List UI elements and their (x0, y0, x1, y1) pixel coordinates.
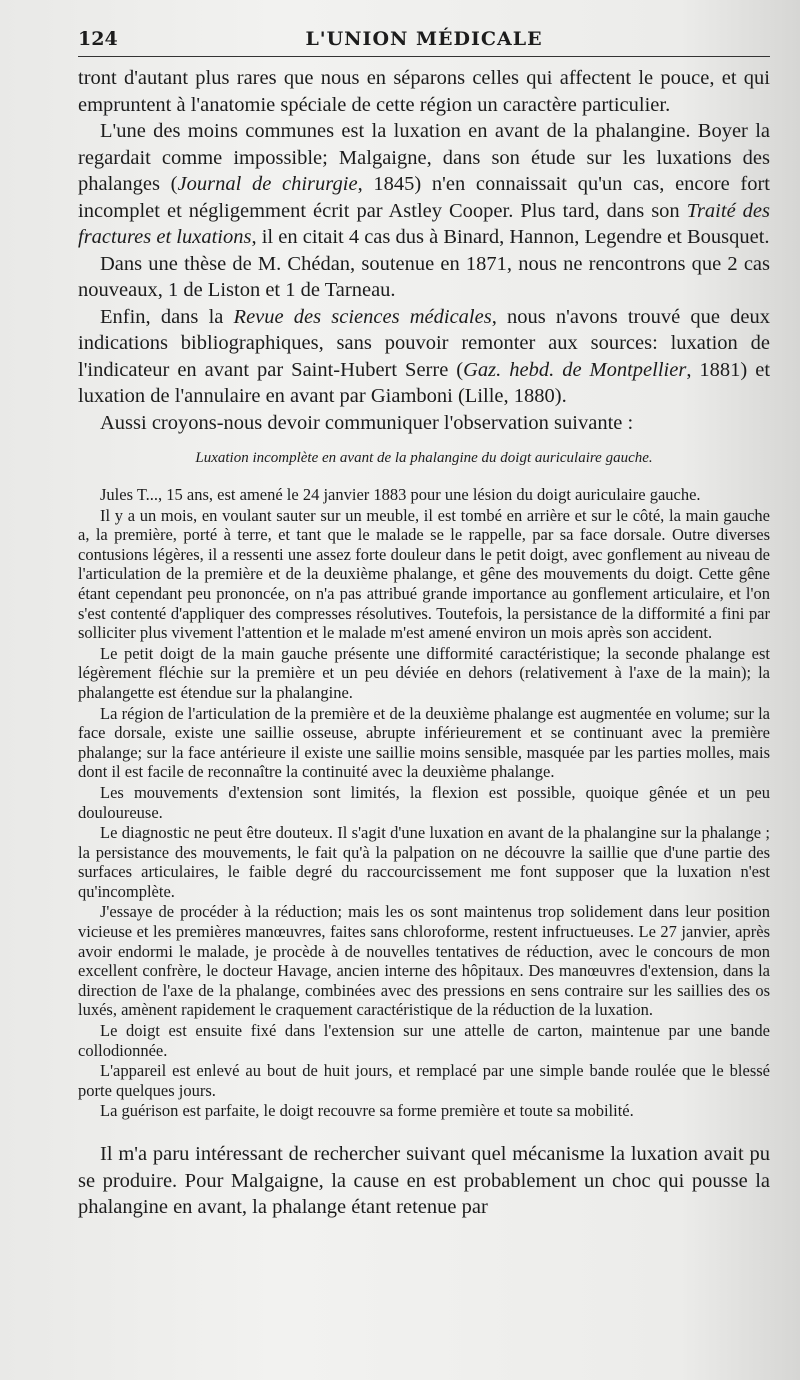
case-paragraph: Il y a un mois, en voulant sauter sur un meuble, il est tombé en arrière et sur le côté, la main gauche a, la première, porté à terre, et tant que le malade se le rappelle, par sa face dorsale. Outre diverses contusions légères, il a ressenti une assez forte douleur dans le petit doigt, avec gonflement au niveau de l'articulation de la première et de la deuxième phalange, et gêne des mouvements du doigt. Cette gêne étant cependant peu prononcée, on n'a pas attribué grande importance au gonflement articulaire, et l'on s'est contenté d'appliquer des compresses résolutives. Toutefois, la persistance de la difformité a fini par solliciter plus vivement l'attention et le malade m'est amené environ un mois après son accident. (78, 505, 770, 643)
intro-paragraph-1: tront d'autant plus rares que nous en séparons celles qui affectent le pouce, et qui empruntent à l'anatomie spéciale de cette région un caractère particulier. (78, 67, 770, 116)
text-run: , 1845) n'en connaissait qu'un cas, encore fort incomplet et négligemment écrit par Astley Cooper. Plus tard, dans son (78, 173, 771, 222)
case-paragraph: La guérison est parfaite, le doigt recouvre sa forme première et toute sa mobilité. (100, 1101, 634, 1121)
text-run: , 1881) et luxation de l'annulaire en avant par Giamboni (Lille, 1880). (78, 358, 771, 407)
intro-paragraph-3: Dans une thèse de M. Chédan, soutenue en 1871, nous ne rencontrons que 2 cas nouveaux, 1 de Liston et 1 de Tarneau. (78, 252, 770, 301)
journal-title: Journal de chirurgie (177, 173, 358, 195)
intro-section (78, 65, 770, 436)
case-paragraph: Le diagnostic ne peut être douteux. Il s'agit d'une luxation en avant de la phalangine sur la phalange ; la persistance des mouvements, le fait qu'à la palpation on ne découvre la saillie que d'une partie des surfaces articulaires, le faible degré du raccourcissement me font supposer que la luxation n'est qu'incomplète. (78, 823, 770, 901)
text-run: , il en citait 4 cas dus à Binard, Hannon, Legendre et Bousquet. (251, 226, 770, 248)
page-number: 124 (78, 28, 118, 50)
journal-title: Gaz. hebd. de Montpellier (463, 358, 687, 381)
intro-paragraph-2 (78, 118, 770, 251)
intro-paragraph-4 (78, 304, 770, 410)
journal-title: Revue des sciences médicales (233, 305, 492, 328)
page-header (78, 22, 770, 57)
book-title: Traité des fractures et luxations (78, 199, 770, 248)
case-paragraph: L'appareil est enlevé au bout de huit jours, et remplacé par une simple bande roulée que le blessé porte quelques jours. (78, 1061, 770, 1100)
case-paragraph: Le doigt est ensuite fixé dans l'extension sur une attelle de carton, maintenue par une bande collodionnée. (78, 1021, 770, 1060)
case-report (78, 485, 770, 1121)
intro-paragraph-5: Aussi croyons-nous devoir communiquer l'observation suivante : (100, 411, 634, 434)
case-title: Luxation incomplète en avant de la phalangine du doigt auriculaire gauche. (195, 450, 653, 466)
case-paragraph: La région de l'articulation de la première et de la deuxième phalange est augmentée en volume; sur la face dorsale, existe une saillie osseuse, abrupte inférieurement et se continuant avec la première phalange; sur la face antérieure il existe une saillie moins sensible, masquée par les parties molles, mais dont il est facile de reconnaître la continuité avec la deuxième phalange. (78, 703, 770, 782)
text-run: Enfin, dans la (100, 305, 234, 328)
case-paragraph: Le petit doigt de la main gauche présente une difformité caractéristique; la seconde phalange est légèrement fléchie sur la première et un peu déviée en dehors (relativement à l'axe de la main); la phalangette est étendue sur la phalangine. (78, 643, 770, 702)
text-run: L'une des moins communes est la luxation en avant de la phalangine. Boyer la regardait comme impossible; Malgaigne, dans son étude sur les luxations des phalanges ( (78, 120, 770, 195)
case-paragraph: Les mouvements d'extension sont limités, la flexion est possible, quoique gênée et un peu douloureuse. (78, 782, 770, 822)
closing-paragraph: Il m'a paru intéressant de rechercher suivant quel mécanisme la luxation avait pu se produire. Pour Malgaigne, la cause en est probablement un choc qui pousse la phalangine en avant, la phalange étant retenue par (78, 1143, 770, 1218)
text-run: , nous n'avons trouvé que deux indications bibliographiques, sans pouvoir remonter aux sources: luxation de l'indicateur en avant par Saint-Hubert Serre ( (78, 305, 770, 381)
running-title: L'UNION MÉDICALE (305, 28, 543, 50)
closing-section (78, 1141, 770, 1221)
case-paragraph: Jules T..., 15 ans, est amené le 24 janvier 1883 pour une lésion du doigt auriculaire gauche. (100, 485, 701, 504)
case-paragraph: J'essaye de procéder à la réduction; mais les os sont maintenus trop solidement dans leur position vicieuse et les premières manœuvres, faites sans chloroforme, restent infructueuses. Le 27 janvier, après avoir endormi le malade, je procède à de nouvelles tentatives de réduction, avec le concours de mon excellent confrère, le docteur Havage, ancien interne des hôpitaux. Des manœuvres d'extension, dans la direction de l'axe de la phalange, combinées avec des pressions en sens contraire sur les saillies des os luxés, amènent rapidement le craquement caractéristique de la réduction de la luxation. (78, 902, 770, 1020)
